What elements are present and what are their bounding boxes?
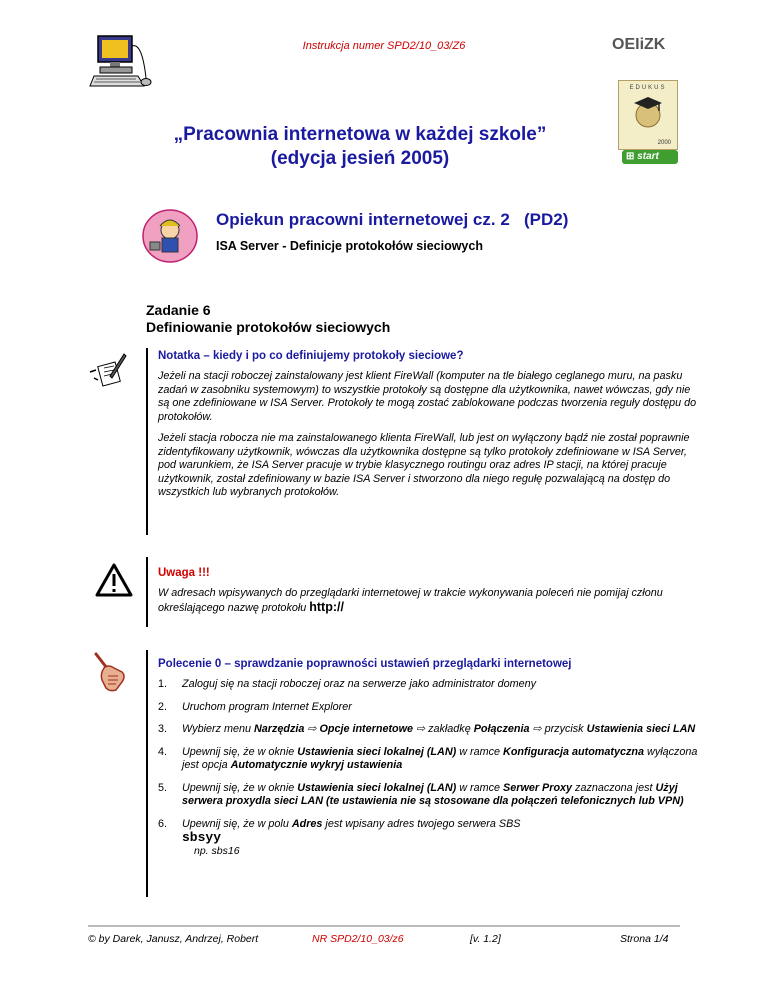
button-ustawienia-lan: Ustawienia sieci LAN — [586, 723, 696, 735]
example-text: np. sbs16 — [194, 844, 240, 857]
warning-heading: Uwaga !!! — [158, 567, 210, 579]
step-text: w ramce — [456, 781, 504, 794]
course-code: (PD2) — [524, 210, 569, 229]
footer-divider — [88, 925, 680, 927]
main-title-line2: (edycja jesień 2005) — [270, 148, 450, 169]
teacher-clipart — [140, 206, 200, 266]
main-title-line1: „Pracownia internetowa w każdej szkole” — [173, 124, 547, 145]
step-1 — [158, 678, 698, 692]
step-text: Upewnij się, że w polu — [182, 817, 292, 830]
instruction-number: Instrukcja numer SPD2/10_03/Z6 — [302, 40, 466, 52]
command-heading: Polecenie 0 – sprawdzanie poprawności ustawień przeglądarki internetowej — [158, 658, 572, 670]
menu-opcje-internetowe: Opcje internetowe — [319, 723, 414, 735]
step-text: ⇨ zakładkę — [413, 723, 474, 735]
note-paragraph-1: Jeżeli na stacji roboczej zainstalowany jest klient FireWall (komputer na tle białego ceglanego muru, na pasku zadań w zasobniku systemowym) to wszystkie protokoły są dostępne dla użytkownika, nawet wówczas, gdy nie są one zdefiniowane w ISA Server. Protokoły te mogą zostać zablokowane podczas tworzenia reguły dostępu do protokołów. — [158, 370, 697, 423]
step-6 — [158, 818, 698, 859]
note-section — [146, 348, 698, 535]
note-paragraph-2: Jeżeli stacja robocza nie ma zainstalowanego klienta FireWall, lub jest on wyłączony bądź nie został poprawnie zidentyfikowany użytkownik, wówczas dla użytkownika dostępne są tylko protokoły zdefiniowane w ISA Server, pod warunkiem, że ISA Server pracuje w trybie klasycznego routingu oraz adres IP stacji, na której pracuje użytkownik, został zdefiniowany w bazie ISA Server i stworzono dla niego regułę pozwalającą na dostęp do wszystkich lub wybranych protokołów. — [158, 432, 690, 498]
command-section — [146, 650, 698, 897]
step-text: Upewnij się, że w oknie — [182, 745, 298, 758]
footer-nr: NR SPD2/10_03/z6 — [312, 933, 404, 945]
warning-body: W adresach wpisywanych do przeglądarki internetowej w trakcie wykonywania poleceń nie pomijaj członu określającego nazwę protokołu — [158, 587, 663, 614]
task-name: Definiowanie protokołów sieciowych — [146, 319, 391, 335]
step-5 — [158, 782, 698, 809]
option-name: Użyj serwera proxydla sieci LAN (te ustawienia nie są stosowane dla połączeń telefonicznych lub VPN) — [182, 781, 684, 807]
step-number: 1. — [158, 678, 168, 690]
step-text: Uruchom program Internet Explorer — [182, 700, 352, 713]
field-name: Adres — [291, 817, 323, 830]
note-heading: Notatka – kiedy i po co definiujemy protokoły sieciowe? — [158, 350, 464, 362]
frame-name: Serwer Proxy — [503, 781, 573, 794]
menu-narzedzia: Narzędzia — [254, 723, 305, 735]
step-text: Zaloguj się na stacji roboczej oraz na serwerze jako administrator domeny — [182, 678, 537, 690]
step-text: Wybierz menu — [182, 723, 254, 735]
oeiizk-logo — [612, 36, 665, 54]
step-text: Upewnij się, że w oknie — [182, 781, 298, 794]
windows-flag-icon: ⊞ — [626, 151, 635, 162]
step-2 — [158, 701, 698, 715]
command-steps — [158, 678, 698, 858]
arrow-icon: ⇨ — [304, 723, 320, 735]
course-subtitle: ISA Server - Definicje protokołów sieciowych — [216, 239, 483, 253]
footer-authors: © by Darek, Janusz, Andrzej, Robert — [88, 933, 259, 945]
task-title — [146, 302, 390, 336]
warning-text — [158, 587, 698, 615]
step-number: 4. — [158, 745, 168, 758]
footer-page: Strona 1/4 — [620, 933, 669, 945]
pointing-hand-icon — [90, 650, 130, 694]
step-text: jest wpisany adres twojego serwera SBS — [322, 817, 521, 830]
edukus-year: 2000 — [657, 140, 671, 146]
frame-name: Konfiguracja automatyczna — [503, 745, 645, 758]
server-name-placeholder: sbsyy — [182, 830, 222, 845]
course-title: Opiekun pracowni internetowej cz. 2 — [216, 210, 510, 229]
computer-clipart — [86, 32, 156, 94]
step-number: 2. — [158, 700, 168, 713]
start-label: start — [637, 151, 659, 162]
step-text: w ramce — [456, 745, 504, 758]
step-4 — [158, 746, 698, 773]
footer-version: [v. 1.2] — [470, 933, 501, 945]
pencil-note-icon — [88, 350, 128, 390]
warning-section — [146, 557, 698, 627]
step-number: 6. — [158, 817, 168, 830]
window-name: Ustawienia sieci lokalnej (LAN) — [297, 745, 457, 758]
step-text: zaznaczona jest — [572, 781, 656, 794]
tab-polaczenia: Połączenia — [473, 723, 530, 735]
edukus-badge — [618, 80, 678, 150]
step-text: ⇨ przycisk — [529, 723, 587, 735]
warning-triangle-icon — [94, 562, 134, 598]
option-name: Automatycznie wykryj ustawienia — [230, 759, 403, 771]
task-number: Zadanie 6 — [146, 302, 211, 318]
edukus-label: EDUKUS — [629, 85, 667, 91]
start-button — [622, 150, 678, 164]
window-name: Ustawienia sieci lokalnej (LAN) — [297, 781, 457, 794]
step-text: wyłączona jest opcja — [182, 745, 698, 771]
step-number: 5. — [158, 781, 168, 794]
graduation-cap-icon — [619, 91, 677, 131]
step-number: 3. — [158, 723, 168, 735]
logo-text: OEIiZK — [612, 36, 666, 53]
step-3 — [158, 723, 698, 737]
protocol-text: http:// — [309, 599, 344, 614]
main-title — [140, 123, 580, 171]
